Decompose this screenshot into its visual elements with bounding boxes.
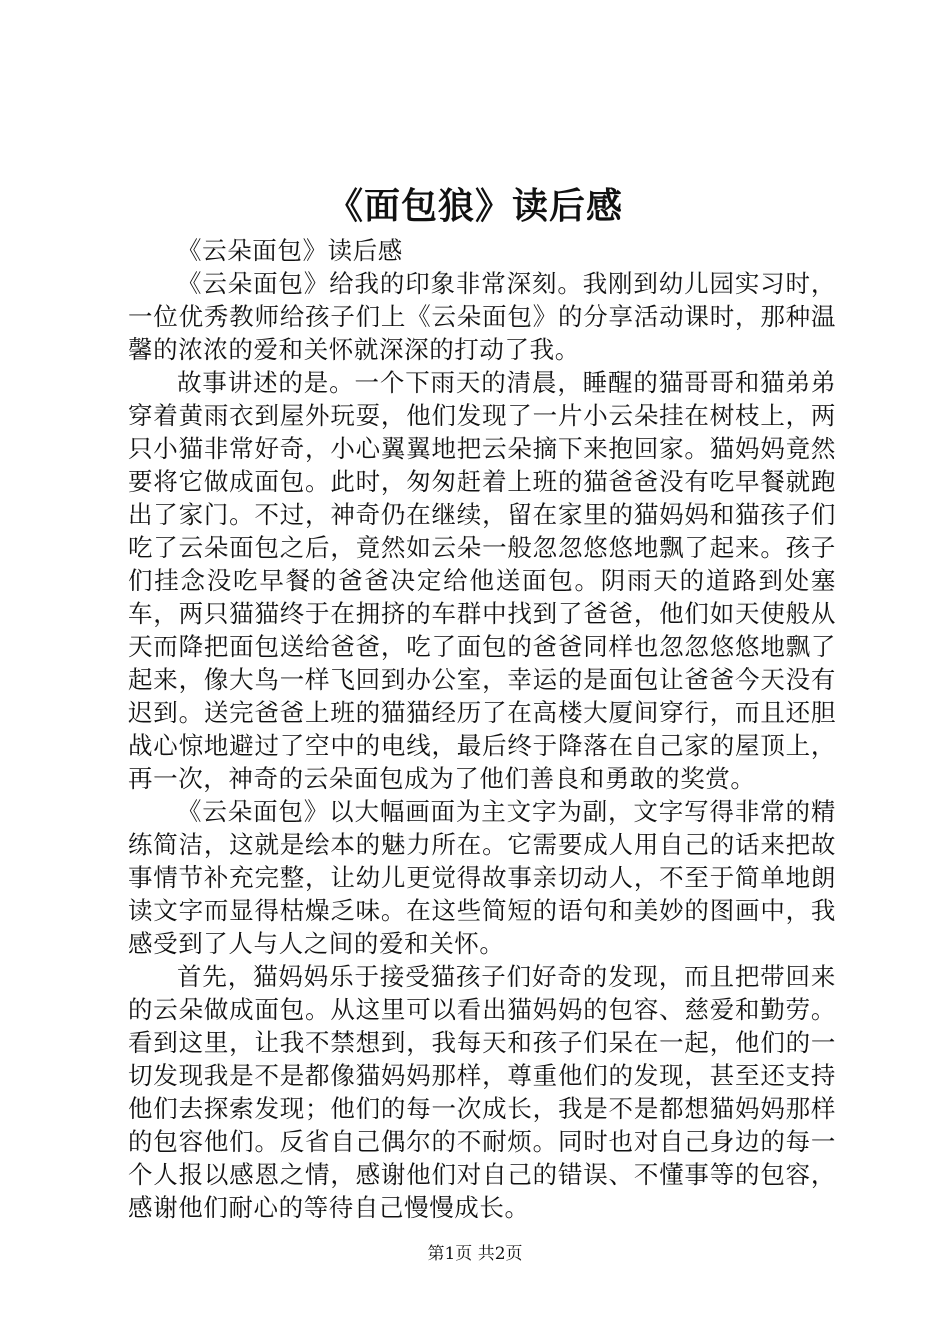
paragraph-4: 首先，猫妈妈乐于接受猫孩子们好奇的发现，而且把带回来的云朵做成面包。从这里可以看出猫妈妈的包容、慈爱和勤劳。看到这里，让我不禁想到，我每天和孩子们呆在一起，他们的一切发现我是不是都像猫妈妈那样，尊重他们的发现，甚至还支持他们去探索发现；他们的每一次成长，我是不是都想猫妈妈那样的包容他们。反省自己偶尔的不耐烦。同时也对自己身边的每一个人报以感恩之情，感谢他们对自己的错误、不懂事等的包容，感谢他们耐心的等待自己慢慢成长。 — [128, 962, 836, 1222]
paragraph-3: 《云朵面包》以大幅画面为主文字为副，文字写得非常的精练简洁，这就是绘本的魅力所在。它需要成人用自己的话来把故事情节补充完整，让幼儿更觉得故事亲切动人，不至于简单地朗读文字而显得枯燥乏味。在这些简短的语句和美妙的图画中，我感受到了人与人之间的爱和关怀。 — [128, 797, 836, 958]
document-title: 《面包狼》读后感 — [326, 186, 623, 227]
page-number-footer: 第1页 共2页 — [427, 1244, 523, 1264]
paragraph-subtitle: 《云朵面包》读后感 — [177, 236, 403, 265]
paragraph-2: 故事讲述的是。一个下雨天的清晨，睡醒的猫哥哥和猫弟弟穿着黄雨衣到屋外玩耍，他们发现了一片小云朵挂在树枝上，两只小猫非常好奇，小心翼翼地把云朵摘下来抱回家。猫妈妈竟然要将它做成面包。此时，匆匆赶着上班的猫爸爸没有吃早餐就跑出了家门。不过，神奇仍在继续，留在家里的猫妈妈和猫孩子们吃了云朵面包之后，竟然如云朵一般忽忽悠悠地飘了起来。孩子们挂念没吃早餐的爸爸决定给他送面包。阴雨天的道路到处塞车，两只猫猫终于在拥挤的车群中找到了爸爸，他们如天使般从天而降把面包送给爸爸，吃了面包的爸爸同样也忽忽悠悠地飘了起来，像大鸟一样飞回到办公室，幸运的是面包让爸爸今天没有迟到。送完爸爸上班的猫猫经历了在高楼大厦间穿行，而且还胆战心惊地避过了空中的电线，最后终于降落在自己家的屋顶上，再一次，神奇的云朵面包成为了他们善良和勇敢的奖赏。 — [128, 368, 836, 793]
paragraph-1: 《云朵面包》给我的印象非常深刻。我刚到幼儿园实习时，一位优秀教师给孩子们上《云朵面包》的分享活动课时，那种温馨的浓浓的爱和关怀就深深的打动了我。 — [128, 269, 836, 364]
document-body — [128, 234, 836, 1224]
